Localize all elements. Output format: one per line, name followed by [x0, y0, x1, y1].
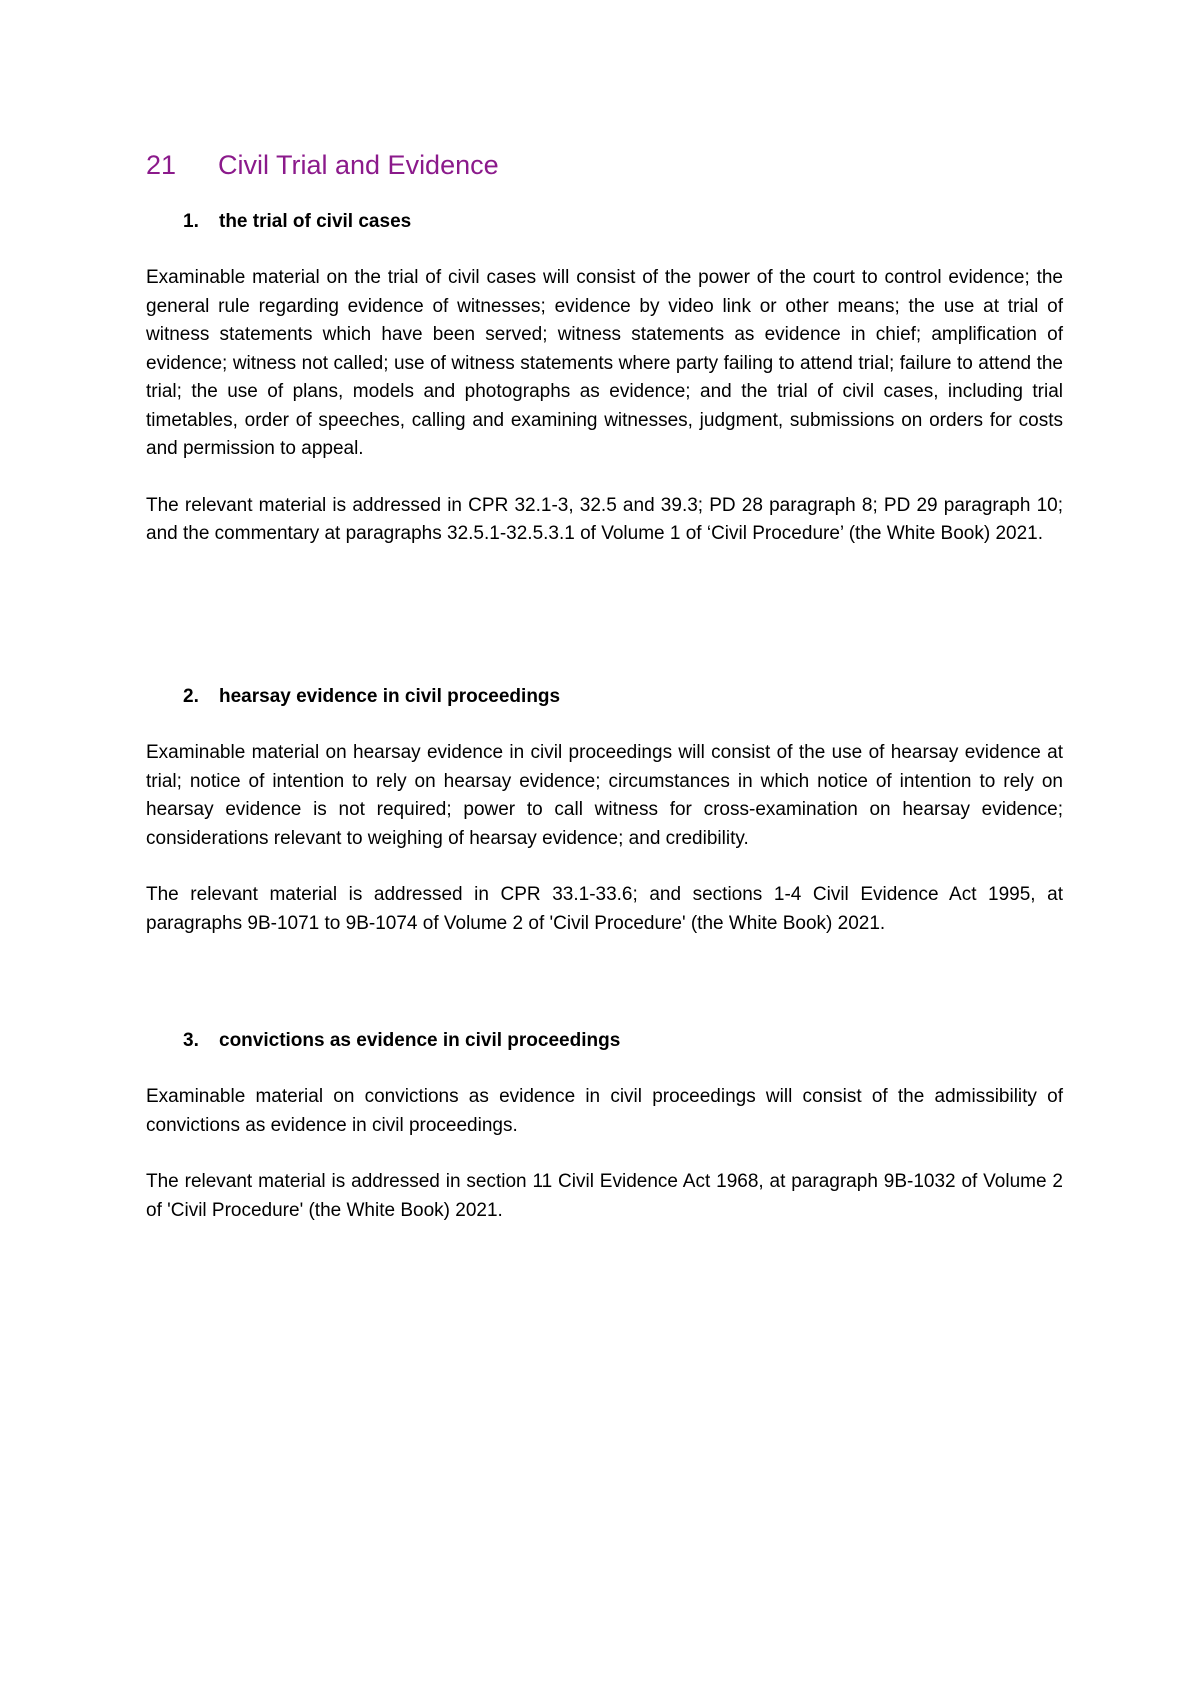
section-heading [146, 683, 1063, 711]
chapter-title: Civil Trial and Evidence [218, 150, 499, 180]
section-convictions-as-evidence [146, 1027, 1063, 1225]
section-title: the trial of civil cases [219, 211, 412, 232]
section-paragraph: The relevant material is addressed in CPR 32.1-3, 32.5 and 39.3; PD 28 paragraph 8; PD 29 paragraph 10; and the commentary at paragraphs 32.5.1-32.5.3.1 of Volume 1 of ‘Civil Procedure’ (the White Book) 2021. [146, 494, 1063, 544]
section-paragraph: The relevant material is addressed in section 11 Civil Evidence Act 1968, at paragraph 9B-1032 of Volume 2 of 'Civil Procedure' (the White Book) 2021. [146, 1171, 1063, 1221]
section-number: 1. [183, 211, 199, 232]
section-paragraph: Examinable material on hearsay evidence in civil proceedings will consist of the use of hearsay evidence at trial; notice of intention to rely on hearsay evidence; circumstances in which notice of intention to rely on hearsay evidence is not required; power to call witness for cross-examination on hearsay evidence; considerations relevant to weighing of hearsay evidence; and credibility. [146, 742, 1063, 849]
section-title: hearsay evidence in civil proceedings [219, 686, 561, 707]
chapter-number: 21 [146, 150, 177, 180]
chapter-heading [146, 146, 499, 184]
section-trial-of-civil-cases [146, 208, 1063, 549]
section-heading [146, 208, 1063, 236]
section-heading [146, 1027, 1063, 1055]
section-hearsay-evidence [146, 683, 1063, 938]
section-number: 2. [183, 686, 199, 707]
section-paragraph: Examinable material on convictions as evidence in civil proceedings will consist of the admissibility of convictions as evidence in civil proceedings. [146, 1086, 1063, 1136]
section-paragraph: Examinable material on the trial of civil cases will consist of the power of the court to control evidence; the general rule regarding evidence of witnesses; evidence by video link or other means; the use at trial of witness statements which have been served; witness statements as evidence in chief; amplification of evidence; witness not called; use of witness statements where party failing to attend trial; failure to attend the trial; the use of plans, models and photographs as evidence; and the trial of civil cases, including trial timetables, order of speeches, calling and examining witnesses, judgment, submissions on orders for costs and permission to appeal. [146, 267, 1063, 459]
section-number: 3. [183, 1030, 199, 1051]
section-paragraph: The relevant material is addressed in CPR 33.1-33.6; and sections 1-4 Civil Evidence Act 1995, at paragraphs 9B-1071 to 9B-1074 of Volume 2 of 'Civil Procedure' (the White Book) 2021. [146, 884, 1063, 934]
section-title: convictions as evidence in civil proceedings [219, 1030, 621, 1051]
